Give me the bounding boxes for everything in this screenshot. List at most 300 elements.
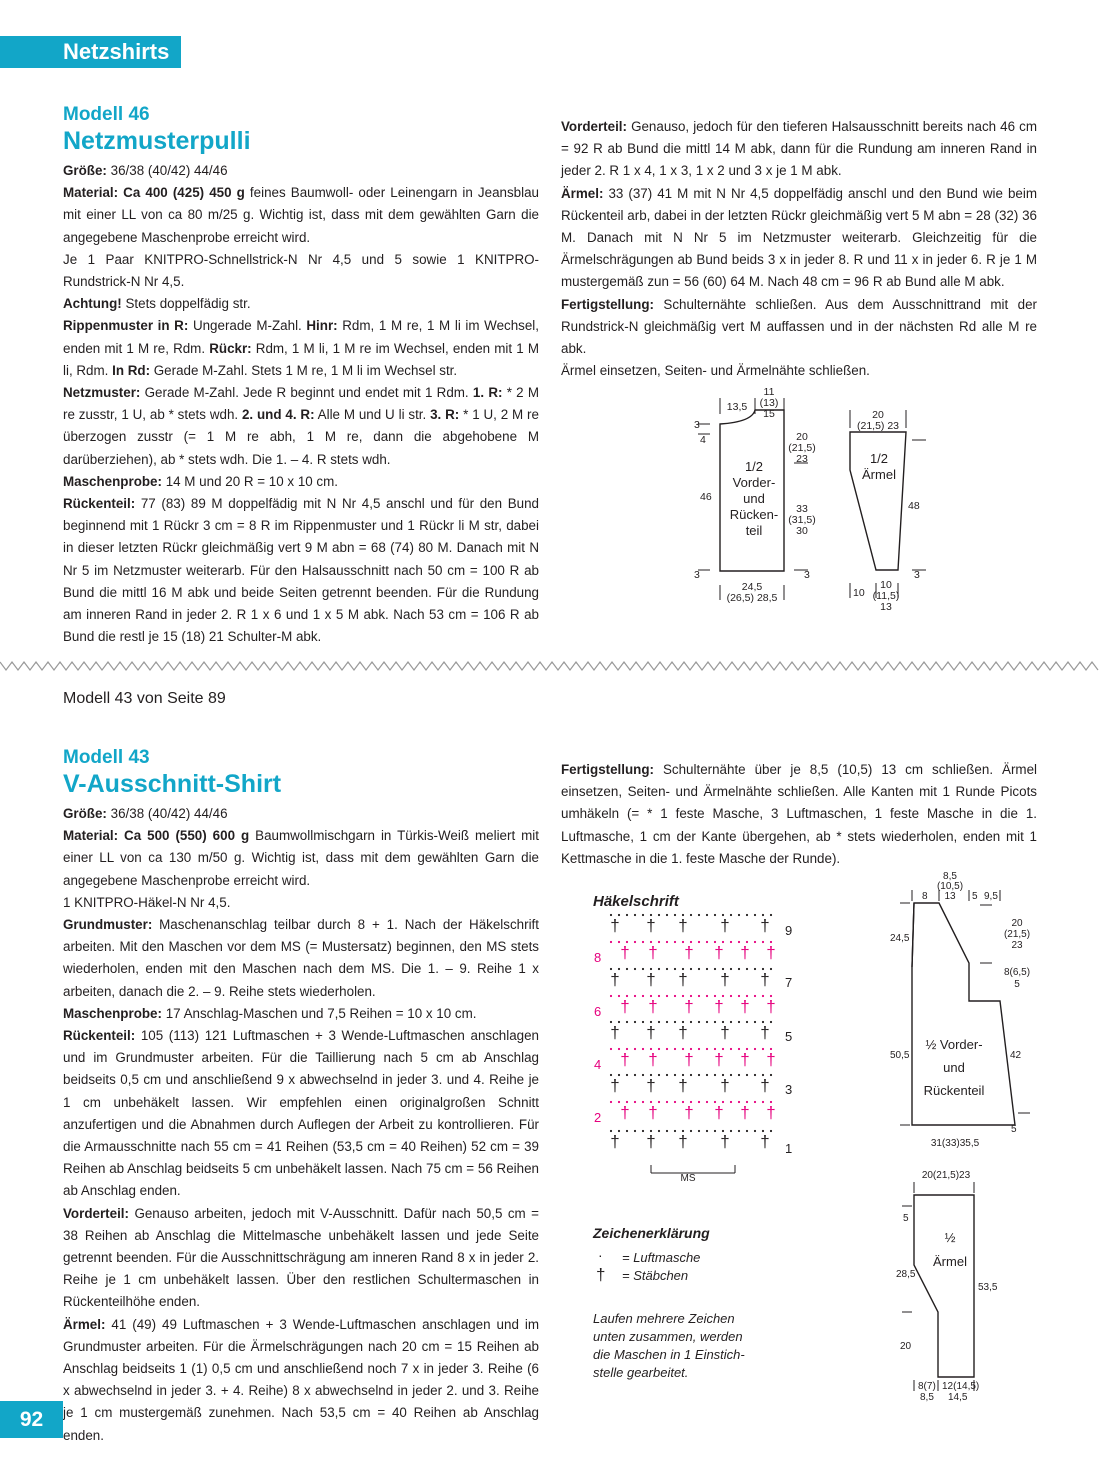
chain-stitch-mark — [634, 1074, 636, 1076]
double-crochet-mark: † — [648, 1050, 658, 1069]
double-crochet-mark: † — [760, 1023, 770, 1042]
chain-stitch-mark — [666, 1074, 668, 1076]
chain-stitch-mark — [698, 914, 700, 916]
chain-stitch-mark — [698, 1021, 700, 1023]
bold-run: Grundmuster: — [63, 917, 153, 933]
bold-run: Rückenteil: — [63, 496, 136, 512]
chain-stitch-mark — [642, 914, 644, 916]
text-run: Ärmel einsetzen, Seiten- und Ärmelnähte schließen. — [561, 363, 870, 379]
modell-reference: Modell 43 von Seite 89 — [63, 690, 226, 707]
text-run: * 2 M re zusstr, 1 U, ab * stets wdh. — [63, 385, 539, 423]
paragraph — [63, 182, 539, 249]
chain-stitch-mark — [730, 968, 732, 970]
chain-stitch-mark — [642, 1074, 644, 1076]
chain-stitch-mark — [674, 1048, 676, 1050]
m46-sleeve-label-2: Ärmel — [862, 467, 896, 482]
chain-stitch-mark — [738, 968, 740, 970]
double-crochet-mark: † — [678, 1076, 688, 1095]
chain-stitch-mark — [690, 1130, 692, 1132]
m46-dim-33-1: 33 — [796, 503, 808, 515]
m43-dim-5-under: 5 — [1014, 979, 1020, 990]
m43-dim-9-5: 9,5 — [984, 891, 998, 902]
chain-stitch-mark — [754, 995, 756, 997]
m46-dim-48: 48 — [908, 500, 920, 512]
chain-stitch-mark — [746, 1130, 748, 1132]
text-run: Gerade M-Zahl. Stets 1 M re, 1 M li im Wechsel str. — [150, 362, 458, 378]
m46-dim-sleeve-top-2: (21,5) 23 — [856, 420, 900, 432]
m46-dim-10b-1: 10 — [880, 579, 892, 591]
paragraph — [63, 160, 539, 182]
chain-stitch-mark — [706, 968, 708, 970]
chain-stitch-mark — [674, 914, 676, 916]
text-run: Je 1 Paar KNITPRO-Schnellstrick-N Nr 4,5 und 5 sowie 1 KNITPRO-Rundstrick-N Nr 4,5. — [63, 251, 539, 290]
chain-stitch-mark — [634, 1130, 636, 1132]
crochet-chart — [585, 885, 810, 1185]
m43-dim-top-3: 13 — [944, 891, 956, 902]
double-crochet-mark: † — [610, 1132, 620, 1151]
m43-dim-20-3: 23 — [1011, 940, 1023, 951]
text-run: Schulternähte schließen. Aus dem Ausschnittrand mit der Rundstrick-N gleichmäßig vert M auffassen und in der nächsten Rd alle M re abk. — [561, 296, 1037, 357]
chain-stitch-mark — [666, 941, 668, 943]
paragraph — [561, 116, 1037, 183]
m43-sleeve-dim-top: 20(21,5)23 — [921, 1170, 971, 1181]
m43-dim-20-1: 20 — [1011, 918, 1023, 929]
chain-stitch-mark — [754, 914, 756, 916]
chain-stitch-mark — [642, 1021, 644, 1023]
m46-body-label-1: 1/2 — [744, 459, 764, 474]
chain-stitch-mark — [642, 1101, 644, 1103]
chain-stitch-mark — [634, 941, 636, 943]
double-crochet-mark: † — [678, 970, 688, 989]
m43-sleeve-dim-20: 20 — [900, 1341, 912, 1352]
row-number-8: 8 — [594, 950, 602, 965]
m43-sleeve-schematic — [880, 1165, 1040, 1405]
m43-sleeve-dim-b3: 8,5 — [920, 1392, 934, 1403]
bold-run: Rückr: — [209, 340, 252, 356]
m43-sleeve-label-2: Ärmel — [933, 1254, 967, 1269]
m43-dim-8-6-5: 8(6,5) — [1003, 967, 1031, 978]
text-run: 36/38 (40/42) 44/46 — [106, 806, 228, 821]
paragraph — [63, 315, 539, 382]
m43-sleeve-dim-b1: 8(7) — [918, 1381, 936, 1392]
chain-stitch-mark — [626, 1130, 628, 1132]
chain-stitch-mark — [730, 914, 732, 916]
paragraph — [63, 471, 539, 493]
double-crochet-mark: † — [760, 970, 770, 989]
legend-note — [593, 1310, 745, 1382]
text-run: 36/38 (40/42) 44/46 — [106, 163, 228, 178]
chain-stitch-mark — [626, 1021, 628, 1023]
m46-label: Modell 46 — [63, 104, 150, 125]
bold-run: 1. R: — [472, 385, 503, 401]
chain-stitch-mark — [610, 1101, 612, 1103]
chain-stitch-mark — [706, 1101, 708, 1103]
chain-stitch-mark — [730, 1130, 732, 1132]
double-crochet-mark: † — [740, 1050, 750, 1069]
m46-dim-neck-3: 15 — [763, 408, 775, 420]
paragraph — [63, 892, 539, 914]
chain-stitch-mark — [610, 1048, 612, 1050]
paragraph — [63, 803, 539, 825]
m46-dim-10b-2: (11,5) — [872, 590, 900, 602]
bold-run: Größe: — [63, 806, 107, 821]
m43-sleeve-dim-28-5: 28,5 — [896, 1269, 916, 1280]
m46-dim-3-top: 3 — [694, 419, 700, 431]
legend-note-line-2: unten zusammen, werden — [593, 1329, 743, 1344]
m43-body-label-2: und — [943, 1060, 965, 1075]
paragraph — [63, 493, 539, 648]
chain-stitch-mark — [698, 1048, 700, 1050]
chain-stitch-mark — [762, 941, 764, 943]
bold-run: Material: Ca 400 (425) 450 g — [63, 185, 245, 201]
chain-stitch-mark — [706, 941, 708, 943]
text-run: Schulternähte über je 8,5 (10,5) 13 cm schließen. Ärmel einsetzen, Seiten- und Ärmelnähte schließen. Alle Kanten mit 1 Runde Picots umhäkeln (= * 1 feste Masche, 3 Luftmaschen, 1 feste Masche in die 1. Luftmasche, 1 cm der Kante übergehen, ab * stets wiederholen, enden mit 1 Kettmasche in die 1. feste Masche der Runde). — [561, 762, 1037, 866]
chain-stitch-mark — [746, 968, 748, 970]
row-number-1: 1 — [785, 1141, 793, 1156]
text-run: 33 (37) 41 M mit N Nr 4,5 doppelfädig anschl und den Bund wie beim Rückenteil arb, dabei in der letzten Rückr gleichmäßig vert 5 M abn = 28 (32) 36 M. Danach mit N Nr 5 im Netzmuster weiterarb. Gleichzeitig für die Ärmelschrägungen ab Bund beids 3 x in jeder 8. R und 11 x in jeder 6. R je 1 M mustergemäß zun = 56 (60) 64 M. Nach 48 cm = 96 R ab Bund alle M abk. — [561, 185, 1037, 290]
chain-stitch-mark — [634, 1101, 636, 1103]
chain-stitch-mark — [738, 1021, 740, 1023]
m46-dim-24-5-2: (26,5) 28,5 — [726, 592, 778, 604]
m46-body-label-5: teil — [745, 523, 763, 538]
chain-stitch-mark — [706, 1048, 708, 1050]
text-run: Ungerade M-Zahl. — [188, 318, 307, 334]
legend-dc-symbol: † — [596, 1265, 606, 1284]
m46-dim-20-1: 20 — [796, 431, 808, 443]
chain-stitch-mark — [674, 941, 676, 943]
crochet-chart-title: Häkelschrift — [593, 893, 679, 910]
bold-run: Vorderteil: — [63, 1205, 129, 1221]
double-crochet-mark: † — [684, 1050, 694, 1069]
chain-stitch-mark — [634, 1048, 636, 1050]
double-crochet-mark: † — [684, 997, 694, 1016]
m46-dim-10a: 10 — [853, 587, 865, 599]
chain-stitch-mark — [698, 995, 700, 997]
double-crochet-mark: † — [620, 943, 630, 962]
m43-dim-50-5: 50,5 — [890, 1050, 910, 1061]
m46-dim-20-2: (21,5) — [788, 442, 816, 454]
paragraph — [561, 183, 1037, 294]
double-crochet-mark: † — [720, 1023, 730, 1042]
chain-stitch-mark — [674, 968, 676, 970]
chain-stitch-mark — [642, 1048, 644, 1050]
row-number-5: 5 — [785, 1029, 793, 1044]
m46-sleeve-label-1: 1/2 — [869, 451, 889, 466]
chain-stitch-mark — [714, 914, 716, 916]
chain-stitch-mark — [698, 1130, 700, 1132]
m43-dim-20-2: (21,5) — [1003, 929, 1031, 940]
text-run: Stets doppelfädig str. — [121, 296, 251, 312]
chain-stitch-mark — [690, 1074, 692, 1076]
m43-dim-24-5: 24,5 — [890, 933, 910, 944]
chain-stitch-mark — [754, 1130, 756, 1132]
m46-dim-neck-1: 11 — [763, 386, 775, 398]
text-run: 105 (113) 121 Luftmaschen + 3 Wende-Luftmaschen anschlagen und im Grundmuster arbeiten. Für die Taillierung nach 5 cm ab Anschlag beidseits 0,5 cm und anschließend 9 x abwechselnd in jeder 3. und 4. Reihe je 1 cm unbehäkelt lassen. Wir empfehlen einen originalgroßen Schnitt anzufertigen und die Abnahmen durch Auflegen der Arbeit zu kontrollieren. Für die Armausschnitte nach 55 cm = 41 Reihen (53,5 cm = 40 Reihen) 52 cm = 39 Reihen ab Anschlag beidseits 5 cm unbehäkelt lassen. Nach 75 cm = 56 Reihen ab Anschlag enden. — [63, 1028, 539, 1199]
row-number-4: 4 — [594, 1057, 602, 1072]
m46-body-label-2: Vorder- — [732, 475, 776, 490]
chain-stitch-mark — [698, 1074, 700, 1076]
chain-stitch-mark — [698, 1101, 700, 1103]
text-run: Baumwollmischgarn in Türkis-Weiß meliert mit einer LL von ca 130 m/50 g. Wichtig ist, dass mit dem gewählten Garn die angegebene Maschenprobe erreicht wird. — [63, 828, 539, 888]
chain-stitch-mark — [634, 968, 636, 970]
chain-stitch-mark — [754, 1021, 756, 1023]
chain-stitch-mark — [674, 1021, 676, 1023]
chain-stitch-mark — [714, 1021, 716, 1023]
chain-stitch-mark — [626, 968, 628, 970]
legend-note-line-1: Laufen mehrere Zeichen — [593, 1311, 735, 1326]
double-crochet-mark: † — [720, 916, 730, 935]
chain-stitch-mark — [770, 968, 772, 970]
double-crochet-mark: † — [620, 997, 630, 1016]
chain-stitch-mark — [762, 1048, 764, 1050]
text-run: Alle M und U li str. — [314, 407, 431, 423]
double-crochet-mark: † — [646, 916, 656, 935]
legend-chain-symbol: · — [598, 1247, 603, 1263]
double-crochet-mark: † — [678, 1023, 688, 1042]
legend-note-line-3: die Maschen in 1 Einstich- — [593, 1347, 745, 1362]
chain-stitch-mark — [634, 914, 636, 916]
paragraph — [63, 293, 539, 315]
chain-stitch-mark — [698, 941, 700, 943]
m43-sleeve-outline — [914, 1195, 974, 1377]
double-crochet-mark: † — [610, 1076, 620, 1095]
m46-dim-3-sleeve: 3 — [914, 569, 920, 581]
bold-run: Hinr: — [306, 318, 338, 334]
chain-stitch-mark — [706, 995, 708, 997]
double-crochet-mark: † — [646, 1076, 656, 1095]
double-crochet-mark: † — [766, 1103, 776, 1122]
paragraph — [63, 1314, 539, 1447]
chain-stitch-mark — [730, 1101, 732, 1103]
m43-body-label-3: Rückenteil — [923, 1083, 985, 1098]
double-crochet-mark: † — [760, 1132, 770, 1151]
chain-stitch-mark — [610, 995, 612, 997]
chain-stitch-mark — [658, 1048, 660, 1050]
chain-stitch-mark — [642, 968, 644, 970]
bold-run: Ärmel: — [63, 1316, 106, 1332]
chain-stitch-mark — [658, 1130, 660, 1132]
m43-body-schematic — [860, 865, 1060, 1155]
m43-dim-top-2: (10,5) — [936, 881, 964, 892]
paragraph — [63, 914, 539, 1003]
chain-stitch-mark — [738, 914, 740, 916]
chain-stitch-mark — [706, 1130, 708, 1132]
chain-stitch-mark — [674, 1130, 676, 1132]
row-number-9: 9 — [785, 923, 793, 938]
chain-stitch-mark — [754, 1074, 756, 1076]
text-run: 1 KNITPRO-Häkel-N Nr 4,5. — [63, 894, 231, 910]
legend-chain-label: = Luftmasche — [622, 1250, 701, 1265]
m43-sleeve-label-1: ½ — [944, 1230, 956, 1245]
chain-stitch-mark — [658, 1074, 660, 1076]
double-crochet-mark: † — [646, 1023, 656, 1042]
m46-schematic — [680, 380, 960, 620]
double-crochet-mark: † — [714, 1103, 724, 1122]
chain-stitch-mark — [746, 914, 748, 916]
paragraph — [561, 294, 1037, 361]
text-run: 77 (83) 89 M doppelfädig mit N Nr 4,5 anschl und für den Bund beginnend mit 1 Rückr 3 cm = 8 R im Rippenmuster und 1 Rückr li M str, dabei in dieser letzten Rückr gleichmäßig vert 9 M abn = 68 (74) 80 M. Danach mit N Nr 5 im Netzmuster weiterarb. Für den Halsausschnitt nach 50 cm = 100 R ab Bund die mittl 16 M abk und beide Seiten getrennt beenden. Für die Rundung am inneren Rand in jeder 2. R 1 x 6 und 1 x 5 M abk. Nach 53 cm = 106 R ab Bund die restl je 15 (18) 21 Schulter-M abk. — [63, 496, 539, 645]
bold-run: 3. R: — [430, 407, 460, 423]
chain-stitch-mark — [626, 914, 628, 916]
m43-dim-5: 5 — [972, 891, 978, 902]
chain-stitch-mark — [770, 1130, 772, 1132]
ms-label: MS — [680, 1173, 696, 1184]
m43-sleeve-dim-53-5: 53,5 — [978, 1282, 998, 1293]
double-crochet-mark: † — [648, 997, 658, 1016]
double-crochet-mark: † — [740, 1103, 750, 1122]
chain-stitch-mark — [658, 968, 660, 970]
m43-body-label-1: ½ Vorder- — [925, 1037, 983, 1052]
m46-right-column — [561, 116, 1037, 382]
chain-stitch-mark — [666, 968, 668, 970]
chain-stitch-mark — [666, 995, 668, 997]
chain-stitch-mark — [762, 995, 764, 997]
m46-dim-33-2: (31,5) — [788, 514, 816, 526]
chain-stitch-mark — [754, 968, 756, 970]
m46-dim-24-5-1: 24,5 — [741, 581, 763, 593]
chain-stitch-mark — [666, 1021, 668, 1023]
text-run: Gerade M-Zahl. Jede R beginnt und endet mit 1 Rdm. — [140, 385, 473, 401]
paragraph — [63, 1003, 539, 1025]
m43-dim-42: 42 — [1010, 1050, 1022, 1061]
chain-stitch-mark — [754, 1048, 756, 1050]
m46-dim-10b-3: 13 — [880, 601, 892, 613]
m46-dim-neck-2: (13) — [759, 397, 779, 409]
chain-stitch-mark — [658, 914, 660, 916]
chain-stitch-mark — [642, 995, 644, 997]
bold-run: Fertigstellung: — [561, 762, 654, 777]
paragraph — [561, 759, 1037, 870]
double-crochet-mark: † — [766, 997, 776, 1016]
double-crochet-mark: † — [714, 943, 724, 962]
chain-stitch-mark — [714, 1074, 716, 1076]
bold-run: In Rd: — [112, 362, 151, 378]
bold-run: Achtung! — [63, 296, 122, 312]
chain-stitch-mark — [706, 914, 708, 916]
double-crochet-mark: † — [620, 1103, 630, 1122]
chain-stitch-mark — [770, 1074, 772, 1076]
bold-run: Maschenprobe: — [63, 473, 162, 489]
page-number: 92 — [0, 1401, 63, 1438]
chain-stitch-mark — [634, 995, 636, 997]
m46-dim-sleeve-top-1: 20 — [872, 409, 884, 421]
chain-stitch-mark — [674, 995, 676, 997]
text-run: Rdm, 1 M li, 1 M re im Wechsel, enden mit 1 M li, Rdm. — [63, 340, 539, 378]
m46-title: Netzmusterpulli — [63, 127, 251, 155]
text-run: 17 Anschlag-Maschen und 7,5 Reihen = 10 x 10 cm. — [161, 1005, 477, 1021]
chain-stitch-mark — [730, 941, 732, 943]
m46-dim-13-5: 13,5 — [726, 401, 748, 413]
chain-stitch-mark — [770, 914, 772, 916]
text-run: 14 M und 20 R = 10 x 10 cm. — [161, 473, 339, 489]
double-crochet-mark: † — [648, 943, 658, 962]
chain-stitch-mark — [706, 1074, 708, 1076]
row-number-6: 6 — [594, 1004, 602, 1019]
paragraph — [63, 825, 539, 892]
bold-run: 2. und 4. R: — [241, 407, 315, 423]
text-run: * 1 U, 2 M re überzogen zusstr (= 1 M re abh, 1 M re, dann die abgehobene M darüberziehen), ab * stets wdh. Die 1. – 4. R stets wdh. — [63, 407, 539, 467]
m43-dim-top-1: 8,5 — [943, 871, 957, 882]
chain-stitch-mark — [666, 1130, 668, 1132]
chain-stitch-mark — [610, 941, 612, 943]
double-crochet-mark: † — [720, 1076, 730, 1095]
double-crochet-mark: † — [678, 916, 688, 935]
double-crochet-mark: † — [610, 970, 620, 989]
paragraph — [63, 382, 539, 471]
chain-stitch-mark — [658, 941, 660, 943]
double-crochet-mark: † — [646, 970, 656, 989]
chain-stitch-mark — [770, 1021, 772, 1023]
double-crochet-mark: † — [646, 1132, 656, 1151]
bold-run: Rippenmuster in R: — [63, 318, 189, 334]
chain-stitch-mark — [738, 1130, 740, 1132]
double-crochet-mark: † — [648, 1103, 658, 1122]
double-crochet-mark: † — [620, 1050, 630, 1069]
chain-stitch-mark — [762, 1101, 764, 1103]
chain-stitch-mark — [690, 914, 692, 916]
row-number-3: 3 — [785, 1082, 793, 1097]
double-crochet-mark: † — [684, 1103, 694, 1122]
chain-stitch-mark — [714, 968, 716, 970]
double-crochet-mark: † — [610, 1023, 620, 1042]
chain-stitch-mark — [626, 1074, 628, 1076]
m43-sleeve-dim-b4: 14,5 — [948, 1392, 968, 1403]
bold-run: Fertigstellung: — [561, 296, 654, 312]
double-crochet-mark: † — [760, 916, 770, 935]
chain-stitch-mark — [658, 1021, 660, 1023]
chain-stitch-mark — [730, 1021, 732, 1023]
bold-run: Netzmuster: — [63, 385, 141, 401]
text-run: Genauso arbeiten, jedoch mit V-Ausschnitt. Dafür nach 50,5 cm = 38 Reihen ab Anschlag die Mittelmasche unbehäkelt lassen und jede Seite getrennt beenden. Für die Ausschnittschrägung am inneren Rand 8 x in jeder 2. Reihe je 1 cm unbehäkelt lassen. Über den restlichen Schultermaschen in Rückenteilhöhe enden. — [63, 1205, 539, 1310]
chain-stitch-mark — [634, 1021, 636, 1023]
text-run: Genauso, jedoch für den tieferen Halsausschnitt bereits nach 46 cm = 92 R ab Bund die mittl 14 M abk, dann für die Rundung am inneren Rand in jeder 2. R 1 x 4, 1 x 3, 1 x 2 und 3 x je 1 M abk. — [561, 119, 1037, 179]
chain-stitch-mark — [674, 1101, 676, 1103]
chain-stitch-mark — [730, 995, 732, 997]
text-run: 41 (49) 49 Luftmaschen + 3 Wende-Luftmaschen anschlagen und im Grundmuster arbeiten. Für die Ärmelschrägungen nach 20 cm = 15 Reihen ab Anschlag beidseits 1 (1) 0,5 cm und anschließend noch 7 x in jeder 3. Reihe (6 x abwechselnd in jeder 3. + 4. Reihe) 8 x abwechselnd in jeder 2. und 3. Reihe je 1 cm mustergemäß zunehmen. Nach 53,5 cm = 40 Reihen ab Anschlag enden. — [63, 1316, 539, 1443]
m43-left-column — [63, 803, 539, 1447]
chain-stitch-mark — [730, 1074, 732, 1076]
row-number-7: 7 — [785, 975, 793, 990]
legend-note-line-4: stelle gearbeitet. — [593, 1365, 689, 1380]
text-run: Maschenanschlag teilbar durch 8 + 1. Nach der Häkelschrift arbeiten. Mit den Maschen vor dem MS (= Mustersatz) beginnen, den MS stets wiederholen, enden mit den Maschen nach dem MS. Die 1. – 9. Reihe 1 x arbeiten, danach die 2. – 9. Reihe stets wiederholen. — [63, 917, 539, 999]
m43-title: V-Ausschnitt-Shirt — [63, 770, 282, 798]
chain-stitch-mark — [706, 1021, 708, 1023]
text-run: Rdm, 1 M re, 1 M li im Wechsel, enden mit 1 M re, Rdm. — [63, 318, 539, 356]
chain-stitch-mark — [674, 1074, 676, 1076]
text-run: feines Baumwoll- oder Leinengarn in Jeansblau mit einer LL von ca 80 m/25 g. Wichtig ist, dass mit dem gewählten Garn die angegebene Maschenprobe erreicht wird. — [63, 185, 539, 245]
row-number-2: 2 — [594, 1110, 602, 1125]
m43-label: Modell 43 — [63, 747, 150, 768]
double-crochet-mark: † — [720, 970, 730, 989]
chain-stitch-mark — [658, 1101, 660, 1103]
m46-dim-33-3: 30 — [796, 525, 808, 537]
double-crochet-mark: † — [720, 1132, 730, 1151]
m43-dim-8: 8 — [922, 891, 928, 902]
m46-dim-4: 4 — [700, 434, 706, 446]
double-crochet-mark: † — [714, 997, 724, 1016]
double-crochet-mark: † — [766, 1050, 776, 1069]
double-crochet-mark: † — [714, 1050, 724, 1069]
double-crochet-mark: † — [610, 916, 620, 935]
m46-dim-3-right: 3 — [804, 569, 810, 581]
bold-run: Ärmel: — [561, 185, 604, 201]
chain-stitch-mark — [658, 995, 660, 997]
legend-dc-label: = Stäbchen — [622, 1268, 689, 1283]
paragraph — [63, 249, 539, 293]
chain-stitch-mark — [642, 941, 644, 943]
chain-stitch-mark — [698, 968, 700, 970]
paragraph — [63, 1025, 539, 1203]
